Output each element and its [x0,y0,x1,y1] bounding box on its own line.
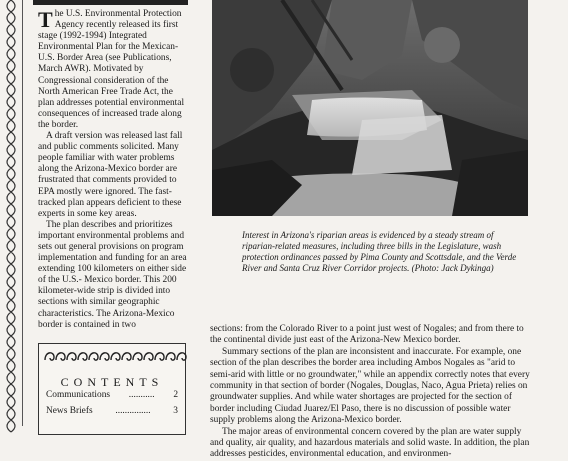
main-paragraph-continued: sections: from the Colorado River to a point just west of Nogales; and from there to the continental divide just east of the Arizona-New Mexico border. [210,324,524,346]
article-main-column [210,324,535,461]
wave-ornament-icon [43,348,181,364]
waterfall-image [212,0,528,216]
header-rule [33,0,188,5]
contents-item[interactable] [46,390,178,400]
contents-title: CONTENTS [60,375,164,389]
contents-item-page: 2 [173,390,178,400]
article-intro-column [38,9,190,331]
contents-item-label: News Briefs [46,406,93,416]
intro-paragraph-1-text: he U.S. Environmental Protection Agency recently released its first stage (1992-1994) Integrated Environmental Plan for the Mexican-U.S. Border Area (see Publications, March AWR). Motivated by Congressional consideration of the North American Free Trade Act, the plan addresses potential environmental consequences of increased trade along the border. [38,9,185,130]
main-paragraph-2: Summary sections of the plan are inconsistent and inaccurate. For example, one section of the plan describes the border area including Ambos Nogales as "arid to semi-arid with little or no groundwater," while an appendix correctly notes that every community in that section of border (Nogales, Douglas, Naco, Agua Prieta) relies on groundwater supplies. And while water shortages are projected for the section of border including Ciudad Juarez/El Paso, there is no discussion of possible water supply problems along the Arizona-Mexico border. [210,346,530,426]
photo-caption: Interest in Arizona's riparian areas is evidenced by a steady stream of riparian-related measures, including three bills in the Legislature, wash protection ordinances passed by Pima County and Scottsdale, and the Verde River and Santa Cruz River Corridor projects. (Photo: Jack Dykinga) [242,230,517,273]
scalloped-border [0,0,23,426]
contents-item-label: Communications [46,390,111,400]
contents-item-dots: ............... [115,406,151,416]
intro-paragraph-3: The plan describes and prioritizes important environmental problems and sets out general provisions on program implementation and funding for an area extending 100 kilometers on either side of the U.S.- Mexico border. This 200 kilometer-wide strip is divided into sections with similar geographic characteristics. The Arizona-Mexico border is contained in two [38,219,187,330]
contents-box [38,343,186,435]
contents-item[interactable] [46,406,178,416]
intro-paragraph-1 [38,9,190,131]
drop-cap: T [38,7,53,32]
contents-item-page: 3 [173,406,178,416]
contents-item-dots: ........... [128,390,155,400]
main-paragraph-3: The major areas of environmental concern covered by the plan are water supply and quality, air quality, and hazardous materials and solid waste. In addition, the plan addresses pesticides, environmental education, and environmen- [210,426,530,460]
border-ornament [0,0,22,426]
waterfall-photo [212,0,528,216]
intro-paragraph-2: A draft version was released last fall and public comments solicited. Many people familiar with water problems along the Arizona-Mexico border are frustrated that comments provided to EPA mostly were ignored. The fast-tracked plan appears deficient to these experts in some key areas. [38,131,183,219]
